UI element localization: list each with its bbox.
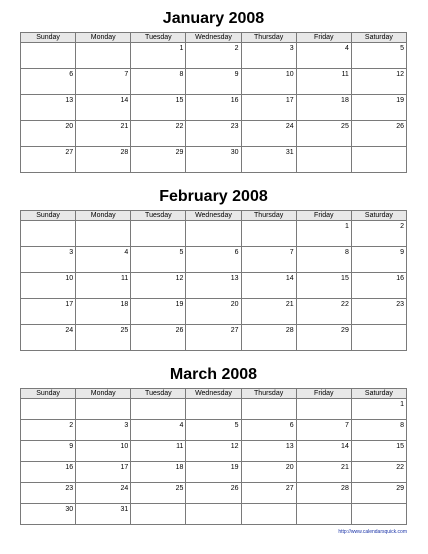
day-cell: 18 [131, 462, 186, 483]
day-cell: 12 [186, 441, 241, 462]
weekday-tuesday: Tuesday [131, 33, 186, 43]
day-cell: 23 [21, 483, 76, 504]
day-cell: 27 [186, 325, 241, 351]
day-cell: 29 [131, 147, 186, 173]
weekday-thursday: Thursday [241, 211, 296, 221]
day-cell: 7 [76, 69, 131, 95]
week-row [21, 273, 407, 299]
day-cell: 19 [351, 95, 406, 121]
day-cell: 14 [76, 95, 131, 121]
day-cell [241, 221, 296, 247]
day-cell: 27 [21, 147, 76, 173]
day-cell: 15 [131, 95, 186, 121]
weekday-friday: Friday [296, 33, 351, 43]
week-row [21, 121, 407, 147]
day-cell: 28 [76, 147, 131, 173]
day-cell [241, 399, 296, 420]
day-cell: 10 [21, 273, 76, 299]
day-cell: 11 [131, 441, 186, 462]
weekday-sunday: Sunday [21, 211, 76, 221]
day-cell: 21 [76, 121, 131, 147]
day-cell [296, 399, 351, 420]
week-row [21, 69, 407, 95]
weekday-friday: Friday [296, 211, 351, 221]
day-cell: 26 [351, 121, 406, 147]
day-cell: 9 [21, 441, 76, 462]
day-cell: 13 [21, 95, 76, 121]
day-cell: 29 [296, 325, 351, 351]
day-cell: 25 [76, 325, 131, 351]
day-cell: 14 [296, 441, 351, 462]
day-cell: 20 [241, 462, 296, 483]
day-cell: 31 [241, 147, 296, 173]
day-cell: 26 [186, 483, 241, 504]
weekday-wednesday: Wednesday [186, 389, 241, 399]
week-row [21, 420, 407, 441]
day-cell: 4 [296, 43, 351, 69]
day-cell [351, 504, 406, 525]
day-cell: 24 [241, 121, 296, 147]
day-cell: 25 [296, 121, 351, 147]
day-cell: 3 [241, 43, 296, 69]
day-cell: 3 [76, 420, 131, 441]
website-link[interactable]: http://www.calendarsquick.com [338, 529, 407, 535]
week-row [21, 483, 407, 504]
day-cell: 7 [296, 420, 351, 441]
day-cell: 19 [131, 299, 186, 325]
weekday-header-row [21, 211, 407, 221]
day-cell: 9 [351, 247, 406, 273]
day-cell: 25 [131, 483, 186, 504]
month-title: February 2008 [159, 188, 268, 205]
day-cell [21, 43, 76, 69]
day-cell [131, 399, 186, 420]
weekday-sunday: Sunday [21, 33, 76, 43]
week-row [21, 299, 407, 325]
calendar-grid [20, 210, 407, 351]
weekday-saturday: Saturday [351, 389, 406, 399]
day-cell: 6 [241, 420, 296, 441]
day-cell: 22 [296, 299, 351, 325]
day-cell [186, 504, 241, 525]
day-cell: 4 [76, 247, 131, 273]
day-cell [296, 147, 351, 173]
day-cell [76, 399, 131, 420]
day-cell [351, 325, 406, 351]
day-cell: 31 [76, 504, 131, 525]
weekday-monday: Monday [76, 211, 131, 221]
day-cell: 8 [351, 420, 406, 441]
day-cell: 2 [351, 221, 406, 247]
day-cell: 4 [131, 420, 186, 441]
day-cell: 24 [76, 483, 131, 504]
day-cell: 23 [351, 299, 406, 325]
weekday-sunday: Sunday [21, 389, 76, 399]
day-cell: 22 [131, 121, 186, 147]
weekday-saturday: Saturday [351, 211, 406, 221]
day-cell: 17 [21, 299, 76, 325]
day-cell: 15 [296, 273, 351, 299]
day-cell: 13 [186, 273, 241, 299]
day-cell: 30 [186, 147, 241, 173]
day-cell: 11 [296, 69, 351, 95]
week-row [21, 441, 407, 462]
day-cell: 20 [186, 299, 241, 325]
day-cell [186, 399, 241, 420]
week-row [21, 504, 407, 525]
day-cell: 22 [351, 462, 406, 483]
month-title: January 2008 [162, 10, 265, 27]
week-row [21, 43, 407, 69]
week-row [21, 147, 407, 173]
day-cell: 7 [241, 247, 296, 273]
day-cell: 17 [241, 95, 296, 121]
day-cell: 9 [186, 69, 241, 95]
day-cell: 27 [241, 483, 296, 504]
day-cell [76, 221, 131, 247]
day-cell: 8 [296, 247, 351, 273]
day-cell: 14 [241, 273, 296, 299]
day-cell: 17 [76, 462, 131, 483]
day-cell: 30 [21, 504, 76, 525]
day-cell: 1 [296, 221, 351, 247]
day-cell: 29 [351, 483, 406, 504]
week-row [21, 95, 407, 121]
day-cell: 10 [241, 69, 296, 95]
day-cell: 13 [241, 441, 296, 462]
day-cell [241, 504, 296, 525]
weekday-header-row [21, 33, 407, 43]
day-cell: 12 [351, 69, 406, 95]
day-cell: 23 [186, 121, 241, 147]
day-cell: 26 [131, 325, 186, 351]
day-cell: 18 [296, 95, 351, 121]
day-cell: 28 [296, 483, 351, 504]
day-cell: 20 [21, 121, 76, 147]
day-cell: 6 [186, 247, 241, 273]
week-row [21, 462, 407, 483]
weekday-wednesday: Wednesday [186, 33, 241, 43]
day-cell: 11 [76, 273, 131, 299]
day-cell [21, 221, 76, 247]
month-title: March 2008 [169, 366, 258, 383]
day-cell: 5 [351, 43, 406, 69]
weekday-tuesday: Tuesday [131, 211, 186, 221]
day-cell: 5 [131, 247, 186, 273]
day-cell: 6 [21, 69, 76, 95]
day-cell: 21 [296, 462, 351, 483]
weekday-friday: Friday [296, 389, 351, 399]
week-row [21, 325, 407, 351]
day-cell: 19 [186, 462, 241, 483]
week-row [21, 247, 407, 273]
day-cell: 24 [21, 325, 76, 351]
day-cell: 1 [351, 399, 406, 420]
day-cell [131, 221, 186, 247]
weekday-thursday: Thursday [241, 33, 296, 43]
weekday-wednesday: Wednesday [186, 211, 241, 221]
day-cell: 18 [76, 299, 131, 325]
day-cell [21, 399, 76, 420]
calendar-grid [20, 388, 407, 525]
day-cell [76, 43, 131, 69]
day-cell: 2 [186, 43, 241, 69]
day-cell: 21 [241, 299, 296, 325]
calendar-grid [20, 32, 407, 173]
weekday-tuesday: Tuesday [131, 389, 186, 399]
day-cell: 1 [131, 43, 186, 69]
day-cell: 5 [186, 420, 241, 441]
day-cell: 16 [186, 95, 241, 121]
weekday-thursday: Thursday [241, 389, 296, 399]
day-cell: 10 [76, 441, 131, 462]
day-cell: 16 [351, 273, 406, 299]
weekday-header-row [21, 389, 407, 399]
day-cell [351, 147, 406, 173]
day-cell [186, 221, 241, 247]
day-cell: 28 [241, 325, 296, 351]
day-cell: 8 [131, 69, 186, 95]
week-row [21, 221, 407, 247]
day-cell [131, 504, 186, 525]
day-cell: 3 [21, 247, 76, 273]
day-cell [296, 504, 351, 525]
day-cell: 12 [131, 273, 186, 299]
weekday-monday: Monday [76, 389, 131, 399]
day-cell: 16 [21, 462, 76, 483]
day-cell: 2 [21, 420, 76, 441]
weekday-saturday: Saturday [351, 33, 406, 43]
day-cell: 15 [351, 441, 406, 462]
week-row [21, 399, 407, 420]
weekday-monday: Monday [76, 33, 131, 43]
